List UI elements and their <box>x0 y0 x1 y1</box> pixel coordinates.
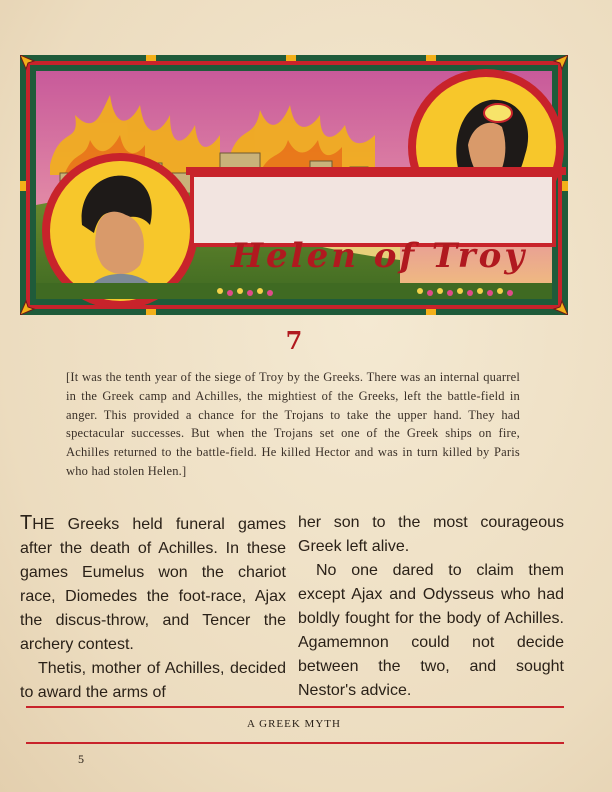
body-paragraph-3: her son to the most courageous Greek left alive. <box>298 514 564 555</box>
body-paragraph-1 <box>20 511 286 657</box>
footer-rule-top <box>26 706 564 708</box>
body-paragraph-4: No one dared to claim them except Ajax and Odysseus who had boldly fought for the body of Achilles. Agamemnon could not decide between the two, and sought Nestor's advice. <box>298 562 564 699</box>
drop-cap: T <box>20 512 33 534</box>
story-title: Helen of Troy <box>230 236 528 276</box>
footer-rule-bottom <box>26 742 564 744</box>
body-column-right <box>298 511 564 703</box>
title-banner <box>20 55 568 315</box>
page-number: 5 <box>78 752 84 766</box>
title-panel <box>206 225 552 287</box>
chapter-number: 7 <box>285 326 303 355</box>
intro-paragraph: [It was the tenth year of the siege of Troy by the Greeks. There was an internal quarrel in the Greek camp and Achilles, the mightiest of the Greeks, left the battle-field in anger. This provided a chance for the Trojans to take the upper hand. They had spectacular successes. But when the Trojans set one of the Greek ships on fire, Achilles returned to the battle-field. He killed Hector and was in turn killed by Paris who had stolen Helen.] <box>66 370 520 478</box>
footer-label: A GREEK MYTH <box>247 718 341 730</box>
body-paragraph-2: Thetis, mother of Achilles, decided to award the arms of <box>20 660 286 701</box>
body-paragraph-1-text: HE Greeks held funeral games after the death of Achilles. In these games Eumelus won the chariot race, Diomedes the foot-race, Ajax the discus-throw, and Tencer the archery contest. <box>20 516 286 653</box>
body-column-left <box>20 511 286 705</box>
